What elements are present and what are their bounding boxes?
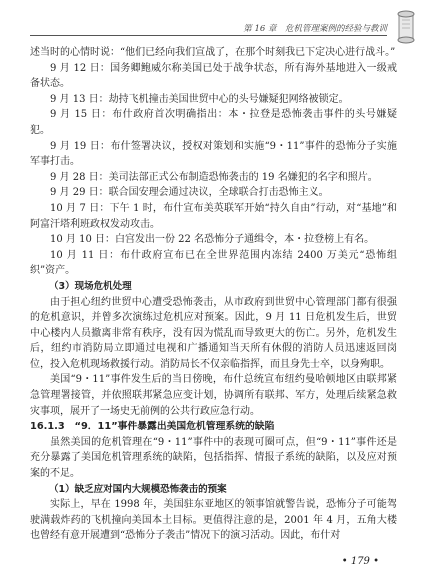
paragraph: 10 月 7 日：下午 1 时，布什宣布美英联军开始“持久自由”行动，对“基地”和阿富汗塔利班政权发动攻击。 [30,202,397,230]
paragraph: 9 月 29 日：联合国安理会通过决议，全球联合打击恐怖主义。 [50,187,329,199]
subheading: （3）现场危机处理 [49,280,132,292]
chapter-title: 第 16 章 危机管理案例的经验与教训 [243,24,387,34]
paragraph: 9 月 28 日：美司法部正式公布制造恐怖袭击的 19 名嫌犯的名字和照片。 [50,171,378,183]
paragraph: 10 月 11 日：布什政府宣布已在全世界范围内冻结 2400 万美元“恐怖组织”资产。 [30,249,397,277]
section-heading: 16.1.3 “9．11”事件暴露出美国危机管理系统的缺陷 [30,421,275,433]
paragraph: 由于担心纽约世贸中心遭受恐怖袭击，从市政府到世贸中心管理部门都有很强的危机意识，并曾多次演练过危机应对预案。因此，9 月 11 日危机发生后，世贸中心楼内人员撤离非常有秩序，没有因为慌乱而导致更大的伤亡。另外，危机发生后，纽约市消防局立即通过电视和广播通知当天所有休假的消防人员迅速返回岗位，投入危机现场救援行动。消防局长不仅亲临指挥，而且身先士卒，以身殉职。 [30,296,397,370]
scroll-icon [391,8,421,44]
header-rule [30,35,387,36]
body-text [30,45,397,544]
paragraph: 虽然美国的危机管理在“9・11”事件中的表现可圈可点，但“9・11”事件还是充分暴露了美国危机管理系统的缺陷，包括指挥、情报子系统的缺陷，以及应对预案的不足。 [30,436,397,480]
paragraph: 美国“9・11”事件发生后的当日傍晚，布什总统宣布纽约曼哈顿地区由联邦紧急管理署接管，并依照联邦紧急应变计划，协调所有联邦、军方，处理后续紧急救灾事项，展开了一场史无前例的公共行政应急行动。 [30,374,397,417]
page-header [0,8,427,38]
paragraph: 9 月 12 日：国务卿鲍威尔称美国已处于战争状态，所有海外基地进入一级戒备状态。 [30,62,397,90]
paragraph: 实际上，早在 1998 年，美国驻东亚地区的领事馆就警告说，恐怖分子可能驾驶满载炸药的飞机撞向美国本土目标。更值得注意的是，2001 年 4 月，五角大楼也曾经有意开展遭到“恐怖分子袭击”情况下的演习活动。因此，布什对 [30,499,397,542]
paragraph: 9 月 15 日：布什政府首次明确指出：本・拉登是恐怖袭击事件的头号嫌疑犯。 [30,109,397,136]
paragraph: 9 月 13 日：劫持飞机撞击美国世贸中心的头号嫌疑犯网络被锁定。 [50,93,349,105]
paragraph: 述当时的心情时说：“他们已经向我们宣战了，在那个时刻我已下定决心进行战斗。” [30,47,396,58]
paragraph: 9 月 19 日：布什签署决议，授权对策划和实施“9・11”事件的恐怖分子实施军事打击。 [30,140,397,168]
subheading: （1）缺乏应对国内大规模恐怖袭击的预案 [49,483,227,495]
paragraph: 10 月 10 日：白宫发出一份 22 名恐怖分子通缉令，本・拉登榜上有名。 [50,234,375,246]
page-number: • 179 • [341,556,379,567]
